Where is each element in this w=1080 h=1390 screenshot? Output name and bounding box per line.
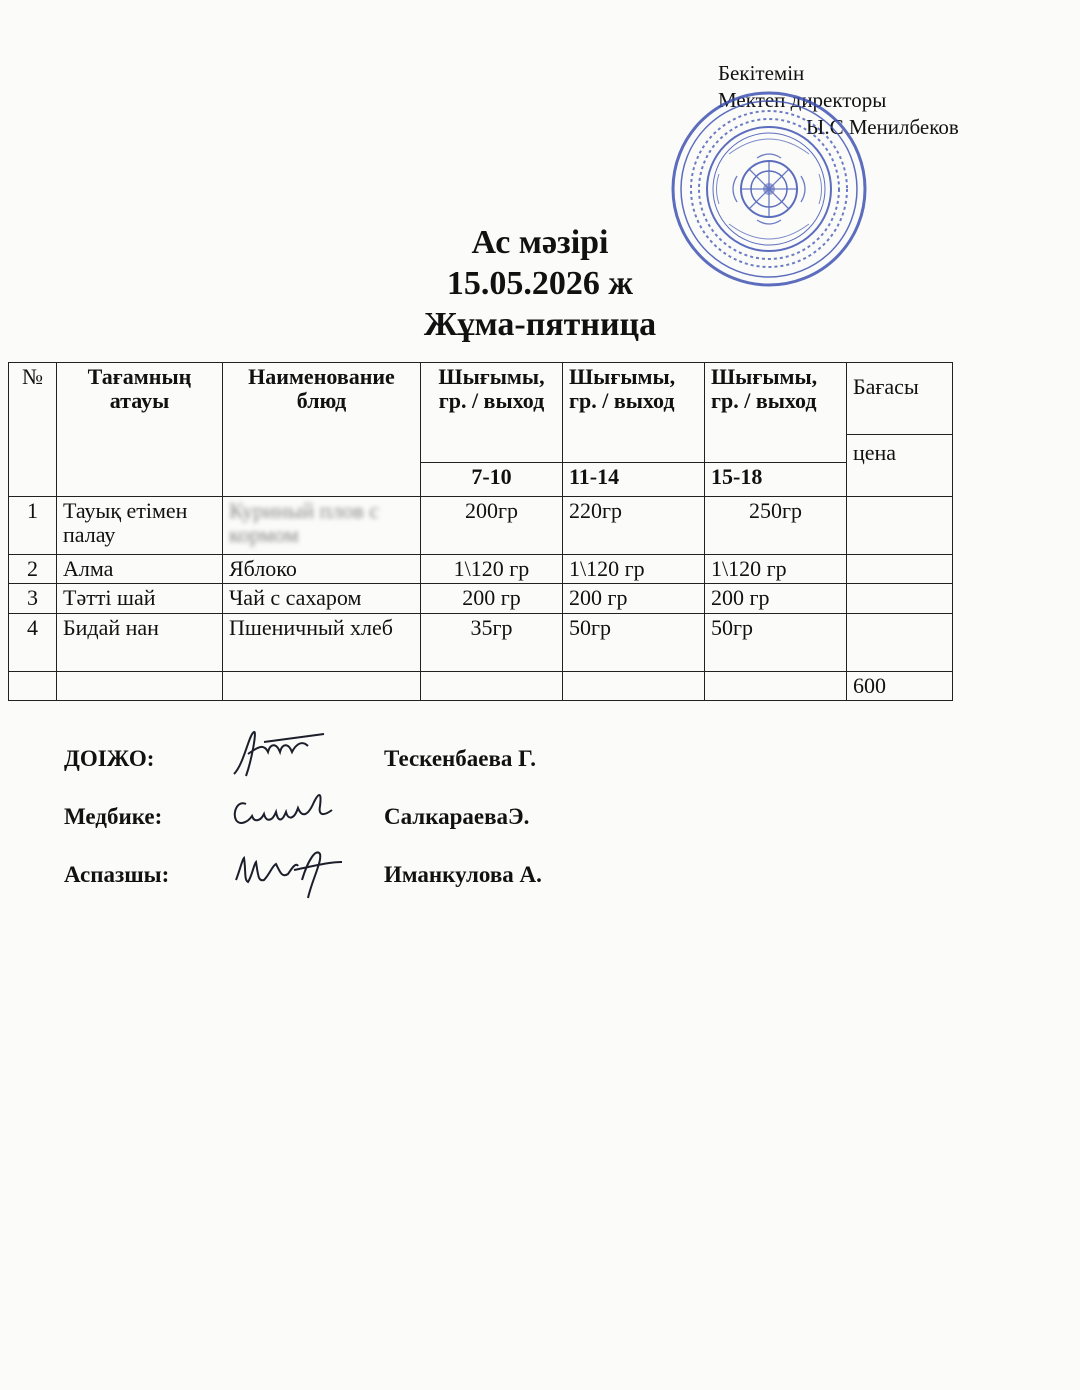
price xyxy=(847,497,953,555)
table-row xyxy=(9,614,953,672)
yield-1: 1\120 гр xyxy=(421,555,563,584)
yield-2: 1\120 гр xyxy=(563,555,705,584)
empty-cell xyxy=(9,672,57,701)
yield-3: 250гр xyxy=(705,497,847,555)
age-group-2: 11-14 xyxy=(563,463,705,497)
empty-cell xyxy=(421,672,563,701)
price xyxy=(847,584,953,614)
menu-table xyxy=(8,362,953,701)
handwritten-signature-icon xyxy=(224,782,344,842)
empty-cell xyxy=(705,672,847,701)
header-ru-name: Наименование блюд xyxy=(223,363,421,497)
signature-name: Иманкулова А. xyxy=(384,862,542,887)
document-title xyxy=(0,222,1080,345)
title-menu: Ас мәзірі xyxy=(471,224,609,261)
yield-3: 1\120 гр xyxy=(705,555,847,584)
yield-1: 200 гр xyxy=(421,584,563,614)
header-kz-name: Тағамның атауы xyxy=(57,363,223,497)
director-name: Ы.С Менилбеков xyxy=(806,115,959,139)
empty-cell xyxy=(563,672,705,701)
dish-kz: Тәтті шай xyxy=(57,584,223,614)
yield-2: 200 гр xyxy=(563,584,705,614)
table-row xyxy=(9,497,953,555)
handwritten-signature-icon xyxy=(224,724,344,784)
empty-cell xyxy=(57,672,223,701)
row-number: 2 xyxy=(9,555,57,584)
age-group-1: 7-10 xyxy=(421,463,563,497)
signature-name: СалкараеваЭ. xyxy=(384,804,530,829)
row-number: 4 xyxy=(9,614,57,672)
header-number: № xyxy=(9,363,57,497)
header-price-ru: цена xyxy=(847,435,953,497)
approve-label: Бекітемін xyxy=(718,61,805,85)
director-label: Мектеп директоры xyxy=(718,88,887,112)
yield-3: 50гр xyxy=(705,614,847,672)
dish-ru: Пшеничный хлеб xyxy=(223,614,421,672)
dish-kz: Алма xyxy=(57,555,223,584)
header-yield-2: Шығымы, гр. / выход xyxy=(563,363,705,463)
dish-kz: Тауық етімен палау xyxy=(57,497,223,555)
row-number: 1 xyxy=(9,497,57,555)
signature-name: Тескенбаева Г. xyxy=(384,746,536,771)
dish-ru: Чай с сахаром xyxy=(223,584,421,614)
age-group-3: 15-18 xyxy=(705,463,847,497)
dish-kz: Бидай нан xyxy=(57,614,223,672)
yield-2: 50гр xyxy=(563,614,705,672)
yield-1: 35гр xyxy=(421,614,563,672)
signature-role: ДОІЖО: xyxy=(64,746,155,771)
yield-1: 200гр xyxy=(421,497,563,555)
title-date: 15.05.2026 ж xyxy=(446,265,634,302)
dish-ru: Яблоко xyxy=(223,555,421,584)
table-row xyxy=(9,584,953,614)
header-yield-1: Шығымы, гр. / выход xyxy=(421,363,563,463)
total-row xyxy=(9,672,953,701)
row-number: 3 xyxy=(9,584,57,614)
header-yield-3: Шығымы, гр. / выход xyxy=(705,363,847,463)
handwritten-signature-icon xyxy=(224,840,354,906)
table-row xyxy=(9,555,953,584)
price xyxy=(847,555,953,584)
signature-role: Медбике: xyxy=(64,804,163,829)
header-price-kz: Бағасы xyxy=(847,363,953,435)
yield-2: 220гр xyxy=(563,497,705,555)
header-row xyxy=(9,363,953,435)
price xyxy=(847,614,953,672)
total-price: 600 xyxy=(847,672,953,701)
empty-cell xyxy=(223,672,421,701)
signature-role: Аспазшы: xyxy=(64,862,170,887)
dish-ru: Куриный плов с кормом xyxy=(223,497,421,555)
title-day: Жұма-пятница xyxy=(423,306,657,343)
yield-3: 200 гр xyxy=(705,584,847,614)
